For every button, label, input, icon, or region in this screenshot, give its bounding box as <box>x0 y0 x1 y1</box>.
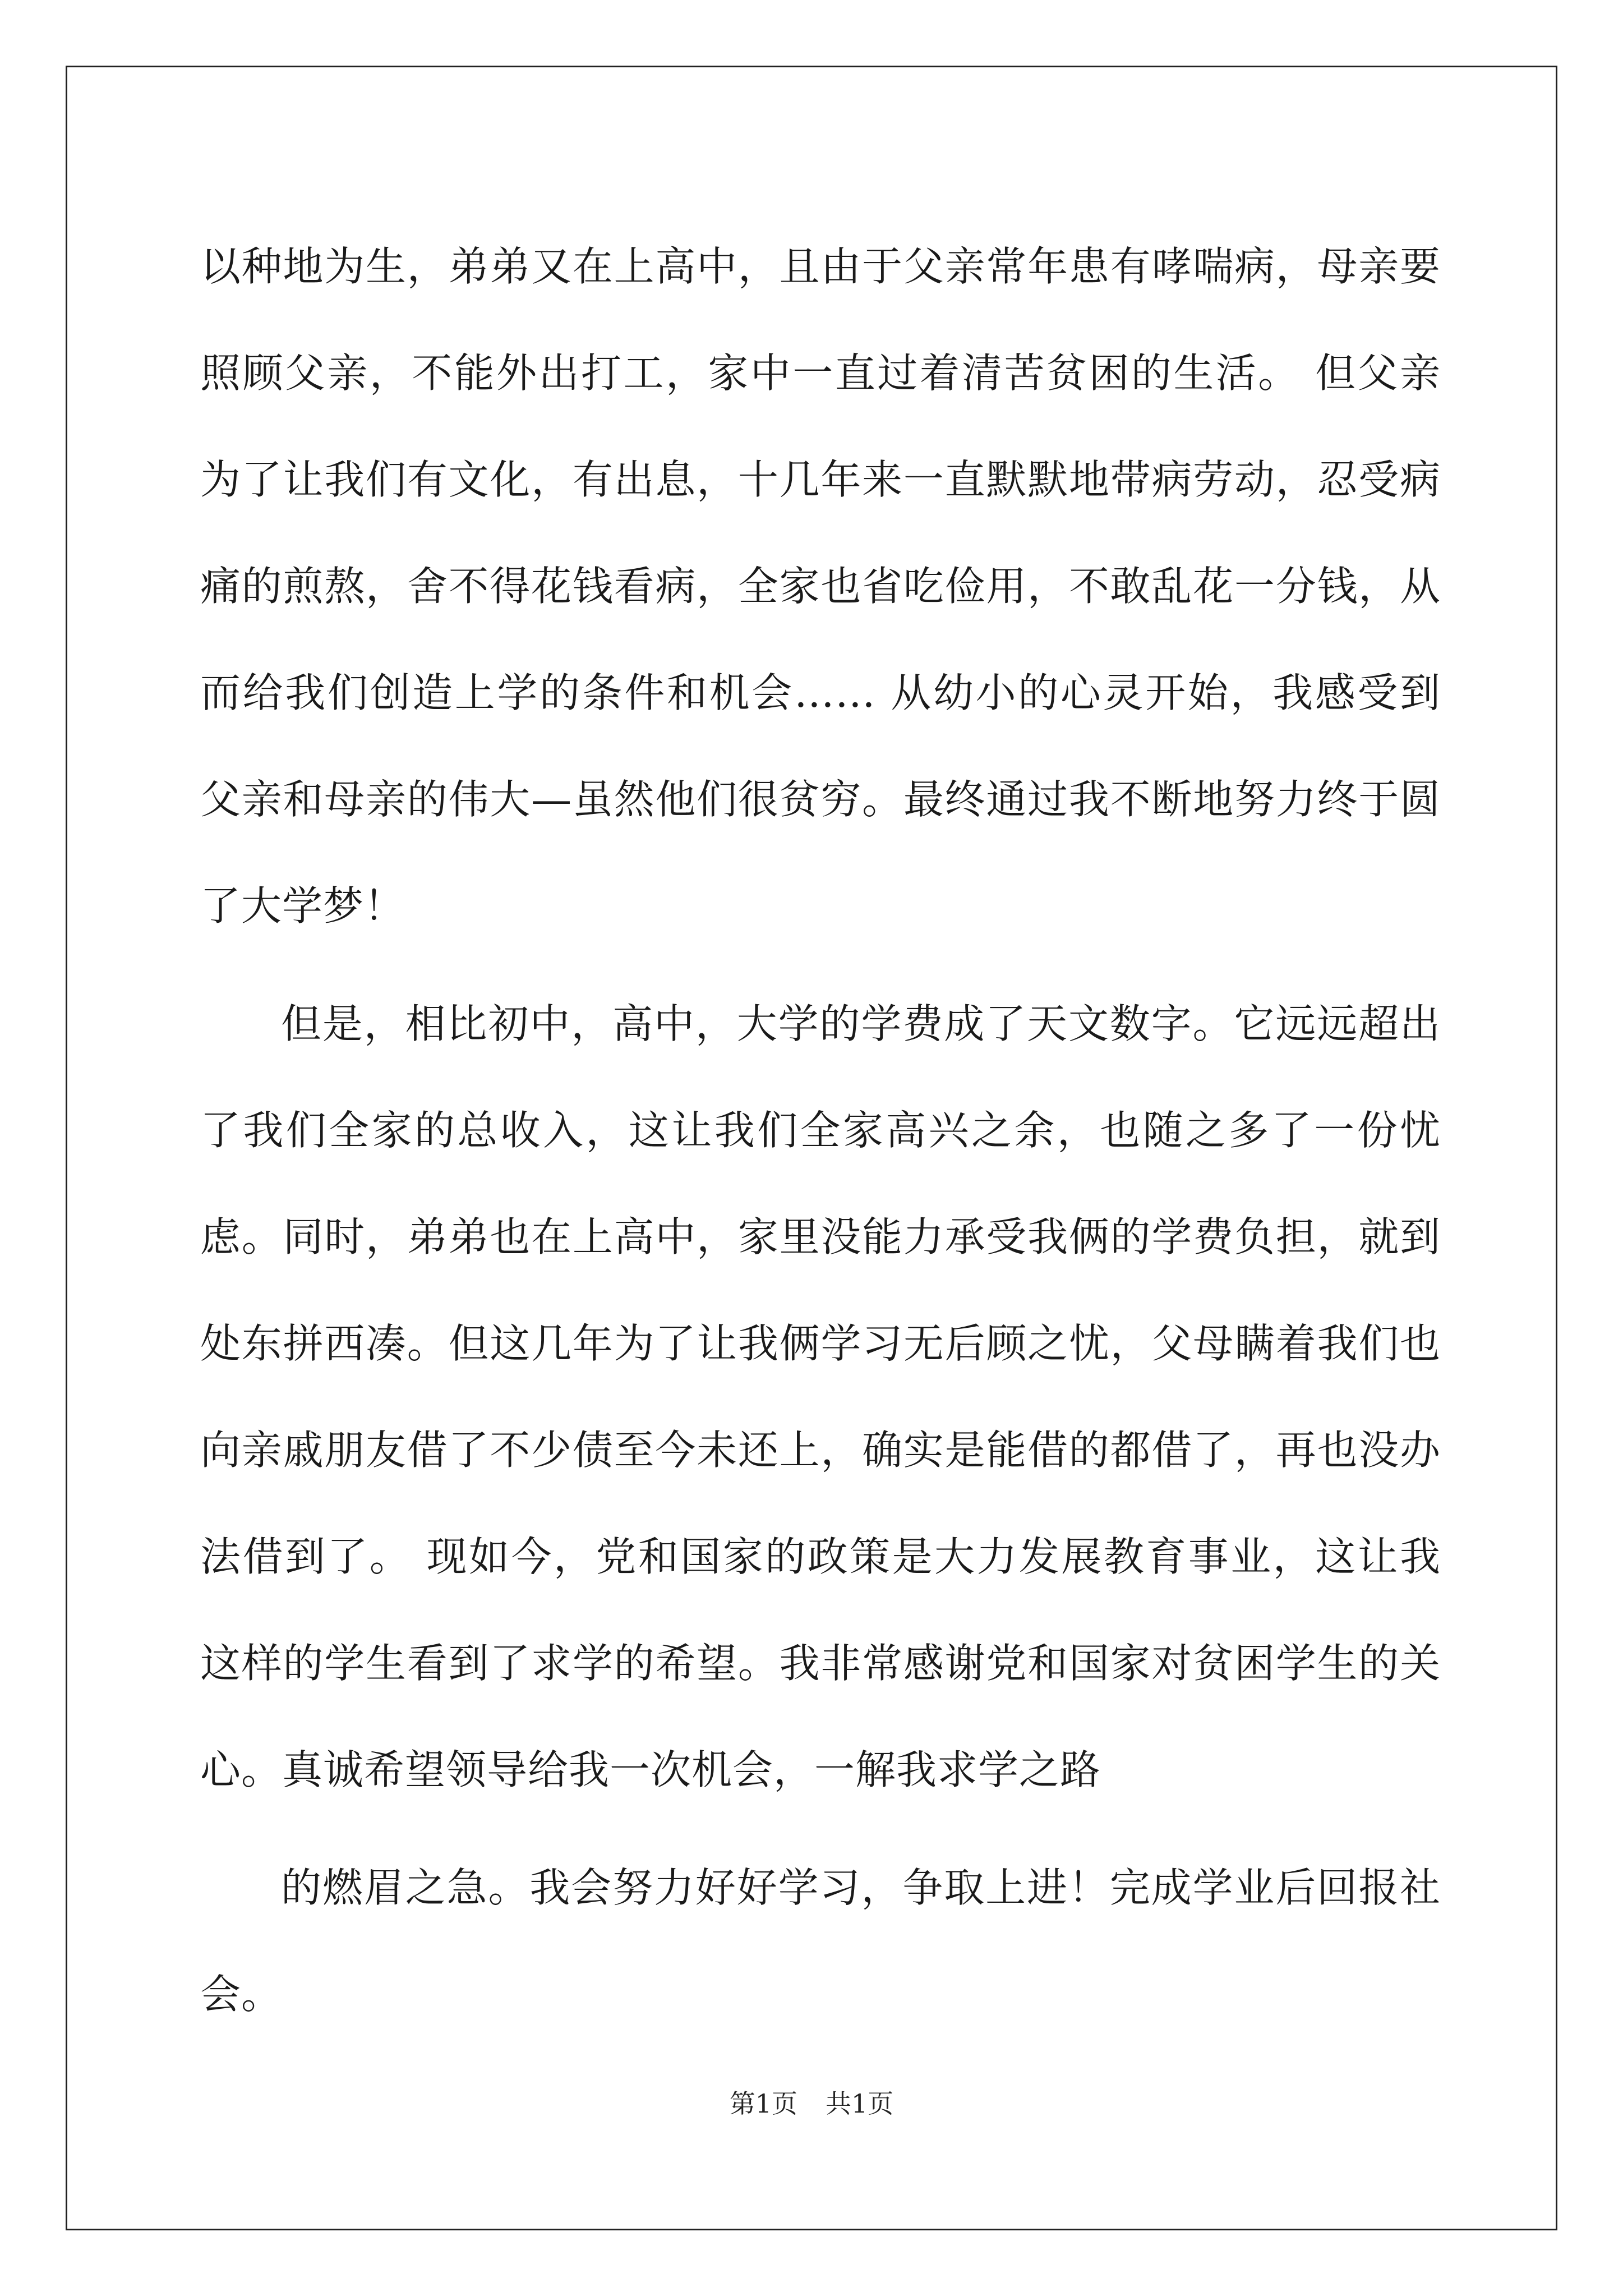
page-footer <box>0 2087 1623 2120</box>
page-number: 第1页 <box>729 2088 797 2119</box>
paragraph-1: 以种地为生，弟弟又在上高中，且由于父亲常年患有哮喘病，母亲要照顾父亲，不能外出打工，家中一直过着清苦贫困的生活。 但父亲为了让我们有文化，有出息，十几年来一直默默地带病劳动，忍受病痛的煎熬，舍不得花钱看病，全家也省吃俭用，不敢乱花一分钱，从而给我们创造上学的条件和机会…… 从幼小的心灵开始，我感受到父亲和母亲的伟大—虽然他们很贫穷。最终通过我不断地努力终于圆了大学梦！ <box>200 243 1441 930</box>
document-body <box>200 213 1441 2047</box>
page-total: 共1页 <box>826 2088 894 2119</box>
paragraph-2: 但是，相比初中，高中，大学的学费成了天文数字。它远远超出了我们全家的总收入，这让我们全家高兴之余，也随之多了一份忧虑。同时，弟弟也在上高中，家里没能力承受我俩的学费负担，就到处东拼西凑。但这几年为了让我俩学习无后顾之忧，父母瞒着我们也向亲戚朋友借了不少债至今未还上，确实是能借的都借了，再也没办法借到了。 现如今，党和国家的政策是大力发展教育事业，这让我这样的学生看到了求学的希望。我非常感谢党和国家对贫困学生的关心。真诚希望领导给我一次机会，一解我求学之路 <box>200 1000 1441 1793</box>
paragraph-3: 的燃眉之急。我会努力好好学习，争取上进！完成学业后回报社会。 <box>200 1864 1441 2018</box>
